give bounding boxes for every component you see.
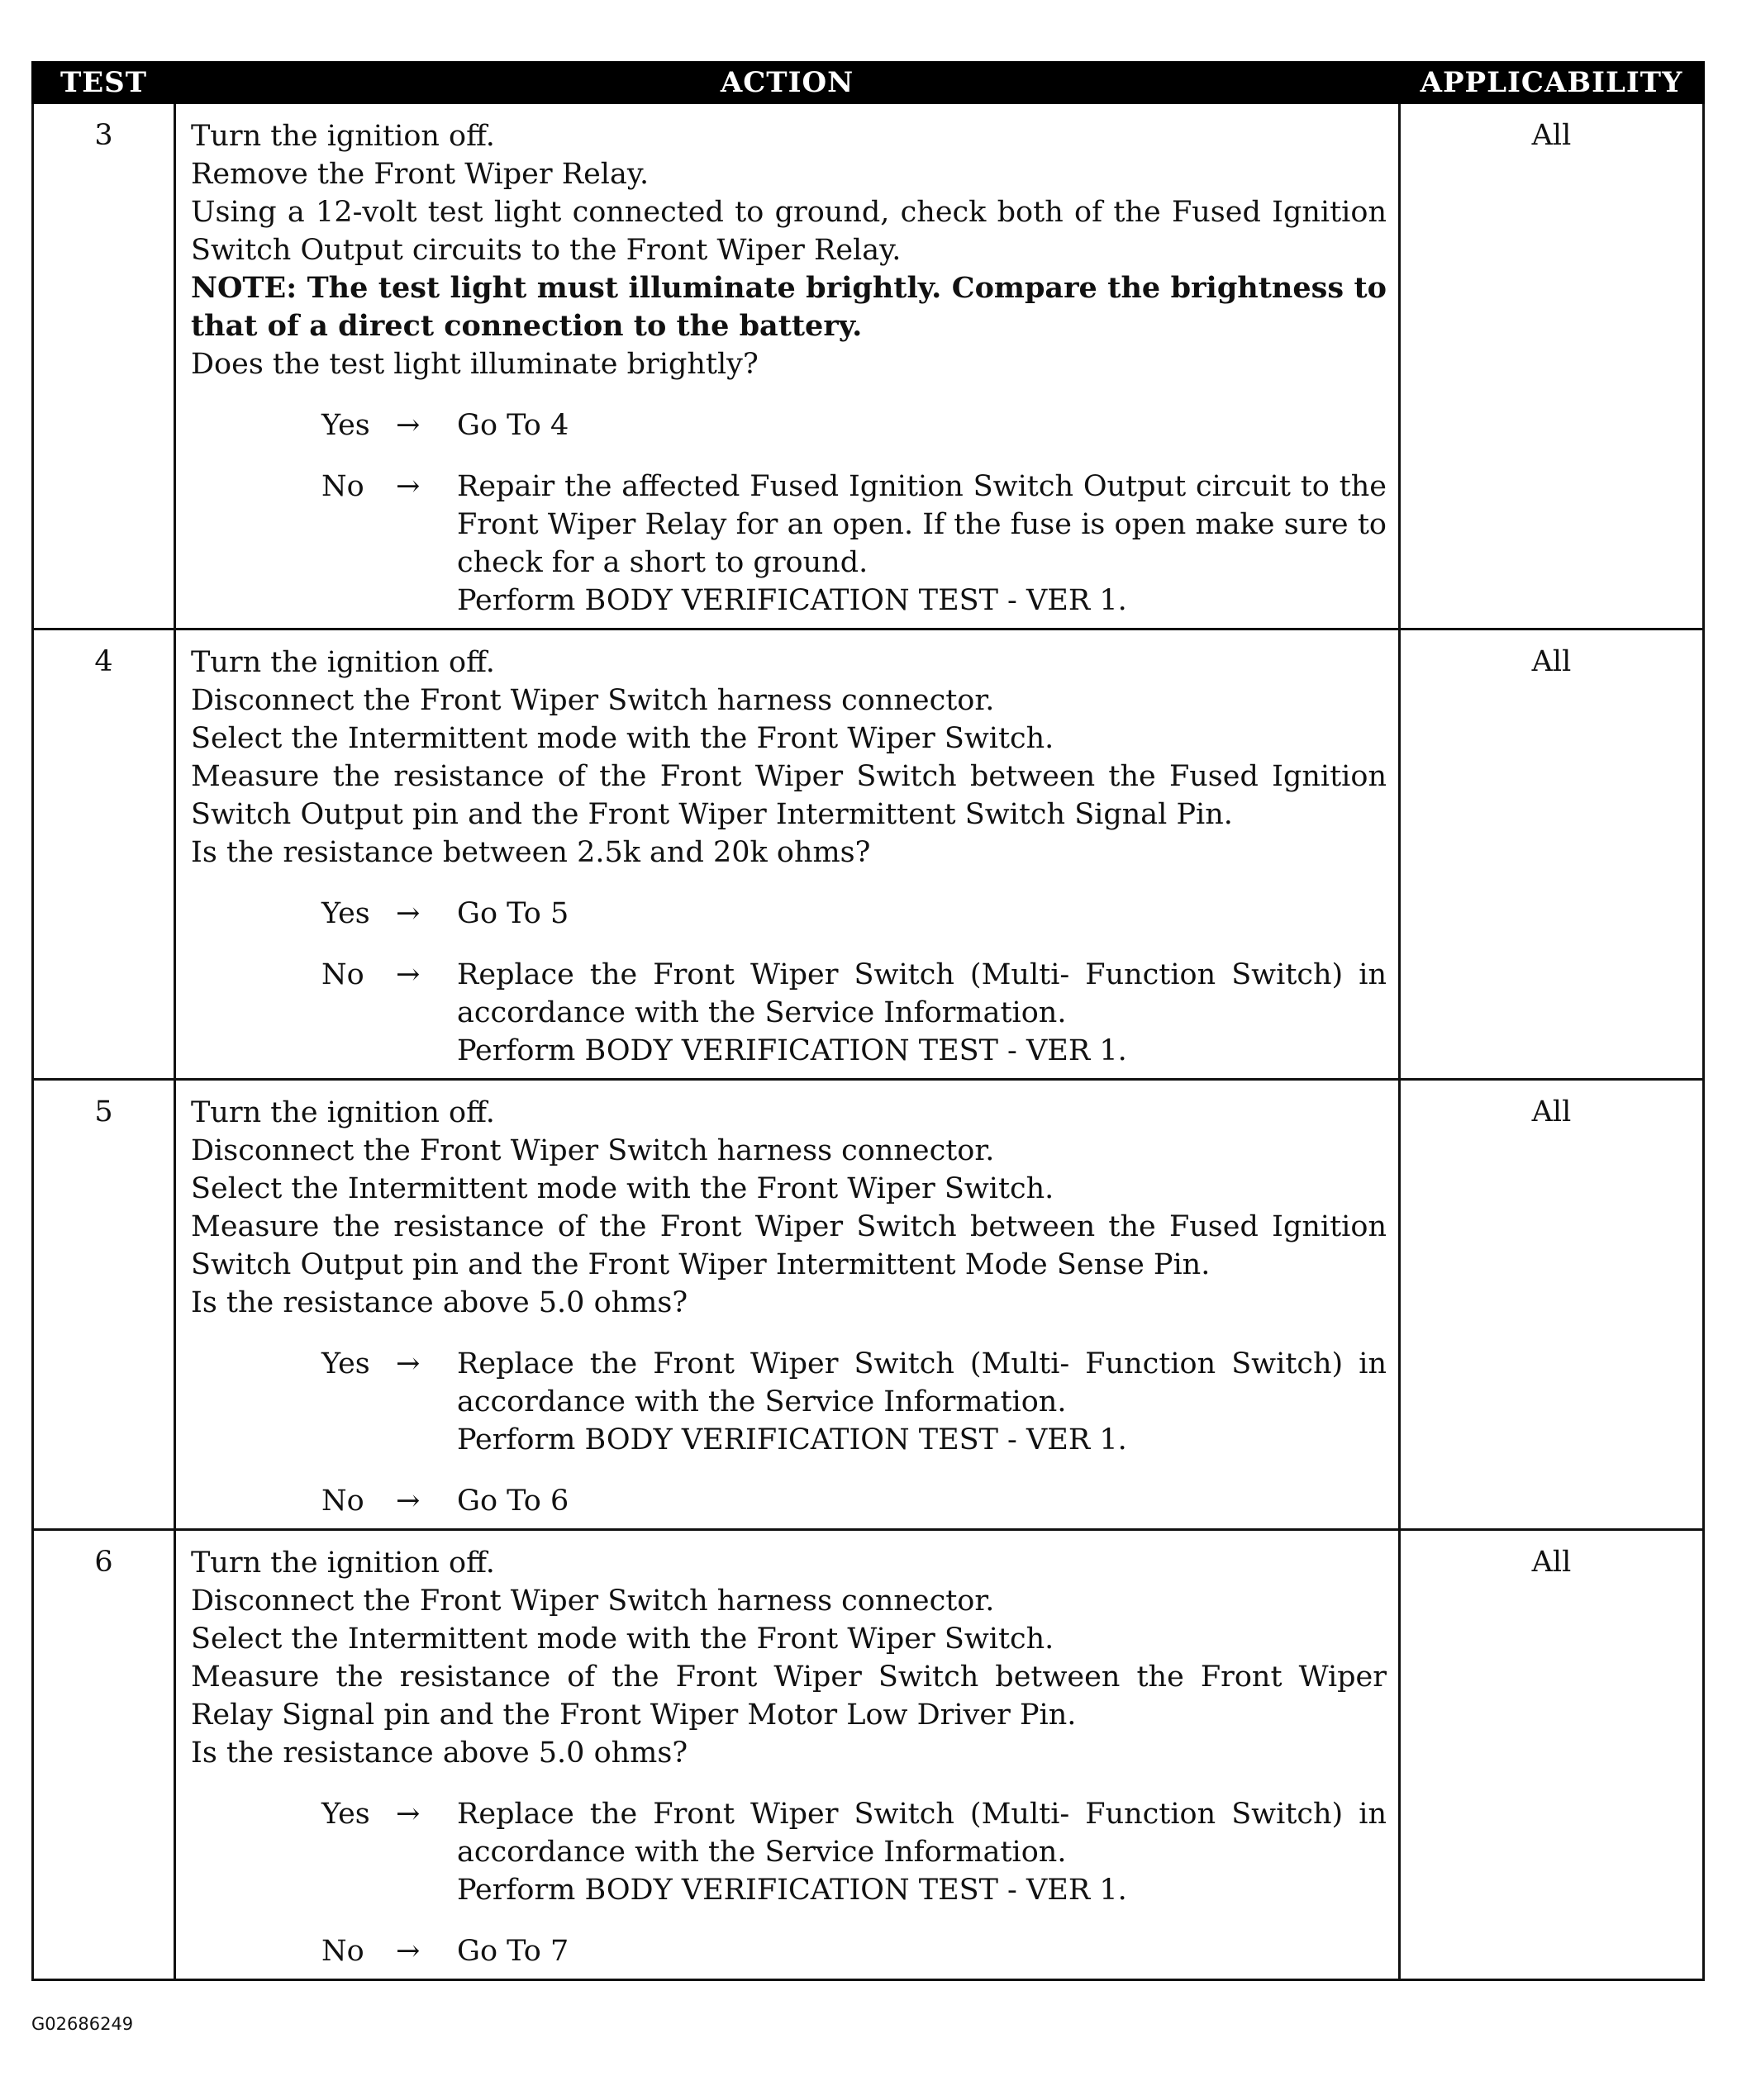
action-step: Turn the ignition off. xyxy=(191,1546,495,1580)
action-step: Turn the ignition off. xyxy=(191,120,495,153)
yes-response xyxy=(321,1345,1387,1459)
applicability-cell: All xyxy=(1400,103,1704,630)
right-arrow-icon: → xyxy=(396,897,421,930)
action-step: Remove the Front Wiper Relay. xyxy=(191,158,650,191)
no-verification-step: Perform BODY VERIFICATION TEST - VER 1. xyxy=(457,584,1127,617)
applicability-cell: All xyxy=(1400,1530,1704,1980)
test-number: 6 xyxy=(33,1530,175,1980)
right-arrow-icon: → xyxy=(396,1347,421,1380)
action-step: Select the Intermittent mode with the Front Wiper Switch. xyxy=(191,722,1054,755)
yes-result xyxy=(457,1345,1387,1459)
action-cell xyxy=(175,1530,1400,1980)
yes-result-text: Replace the Front Wiper Switch (Multi- Function Switch) in accordance with the Service Information. xyxy=(457,1798,1387,1869)
action-step: Disconnect the Front Wiper Switch harness connector. xyxy=(191,1134,995,1167)
yes-result xyxy=(457,406,1387,444)
action-step: Select the Intermittent mode with the Front Wiper Switch. xyxy=(191,1172,1054,1205)
yes-response xyxy=(321,1795,1387,1909)
action-step: Turn the ignition off. xyxy=(191,646,495,679)
header-applicability: APPLICABILITY xyxy=(1400,63,1704,103)
action-step: Using a 12-volt test light connected to ground, check both of the Fused Ignition Switch Output circuits to the Front Wiper Relay. xyxy=(191,196,1387,267)
right-arrow-icon: → xyxy=(396,1798,421,1831)
yes-result-text: Replace the Front Wiper Switch (Multi- Function Switch) in accordance with the Service Information. xyxy=(457,1347,1387,1418)
test-number: 5 xyxy=(33,1080,175,1530)
action-step: Measure the resistance of the Front Wiper Switch between the Front Wiper Relay Signal pin and the Front Wiper Motor Low Driver Pin. xyxy=(191,1661,1387,1732)
action-step: Turn the ignition off. xyxy=(191,1096,495,1129)
action-note: NOTE: The test light must illuminate brightly. Compare the brightness to that of a direct connection to the battery. xyxy=(191,271,1387,343)
action-cell xyxy=(175,630,1400,1080)
figure-code: G02686249 xyxy=(31,2014,134,2034)
yes-response xyxy=(321,406,1387,444)
no-response xyxy=(321,1932,1387,1970)
test-number: 4 xyxy=(33,630,175,1080)
yes-verification-step: Perform BODY VERIFICATION TEST - VER 1. xyxy=(457,1874,1127,1907)
test-row xyxy=(33,630,1704,1080)
applicability-cell: All xyxy=(1400,630,1704,1080)
no-result-text: Replace the Front Wiper Switch (Multi- Function Switch) in accordance with the Service Information. xyxy=(457,958,1387,1029)
right-arrow-icon: → xyxy=(396,409,421,442)
right-arrow-icon: → xyxy=(396,958,421,991)
no-result xyxy=(457,956,1387,1070)
no-label: No xyxy=(321,1485,364,1518)
action-step: Select the Intermittent mode with the Front Wiper Switch. xyxy=(191,1623,1054,1656)
right-arrow-icon: → xyxy=(396,470,421,503)
action-step: Measure the resistance of the Front Wiper Switch between the Fused Ignition Switch Output pin and the Front Wiper Intermittent Switch Signal Pin. xyxy=(191,760,1387,831)
header-action: ACTION xyxy=(175,63,1400,103)
yes-result-text: Go To 4 xyxy=(457,409,569,442)
yes-response xyxy=(321,895,1387,933)
test-row xyxy=(33,103,1704,630)
action-question: Does the test light illuminate brightly? xyxy=(191,348,759,381)
no-label: No xyxy=(321,470,364,503)
right-arrow-icon: → xyxy=(396,1935,421,1968)
no-response xyxy=(321,1482,1387,1520)
action-step: Measure the resistance of the Front Wiper Switch between the Fused Ignition Switch Output pin and the Front Wiper Intermittent Mode Sense Pin. xyxy=(191,1210,1387,1281)
applicability-cell: All xyxy=(1400,1080,1704,1530)
yes-label: Yes xyxy=(321,897,370,930)
diagnostic-test-table xyxy=(31,61,1705,1981)
yes-label: Yes xyxy=(321,1347,370,1380)
yes-result xyxy=(457,1795,1387,1909)
yes-label: Yes xyxy=(321,1798,370,1831)
header-test: TEST xyxy=(33,63,175,103)
action-cell xyxy=(175,103,1400,630)
no-result xyxy=(457,1482,1387,1520)
action-step: Disconnect the Front Wiper Switch harness connector. xyxy=(191,684,995,717)
no-result xyxy=(457,1932,1387,1970)
action-step: Disconnect the Front Wiper Switch harness connector. xyxy=(191,1585,995,1618)
no-response xyxy=(321,956,1387,1070)
no-label: No xyxy=(321,1935,364,1968)
no-result-text: Repair the affected Fused Ignition Switch Output circuit to the Front Wiper Relay for an open. If the fuse is open make sure to check for a short to ground. xyxy=(457,470,1387,579)
test-row xyxy=(33,1080,1704,1530)
yes-result-text: Go To 5 xyxy=(457,897,569,930)
yes-label: Yes xyxy=(321,409,370,442)
no-response xyxy=(321,468,1387,620)
no-label: No xyxy=(321,958,364,991)
right-arrow-icon: → xyxy=(396,1485,421,1518)
no-result xyxy=(457,468,1387,620)
action-question: Is the resistance between 2.5k and 20k ohms? xyxy=(191,836,871,869)
yes-result xyxy=(457,895,1387,933)
test-number: 3 xyxy=(33,103,175,630)
action-question: Is the resistance above 5.0 ohms? xyxy=(191,1286,688,1319)
action-question: Is the resistance above 5.0 ohms? xyxy=(191,1737,688,1770)
yes-verification-step: Perform BODY VERIFICATION TEST - VER 1. xyxy=(457,1423,1127,1456)
header-row xyxy=(33,63,1704,103)
test-row xyxy=(33,1530,1704,1980)
action-cell xyxy=(175,1080,1400,1530)
procedure-table-wrapper xyxy=(31,61,1702,1981)
no-verification-step: Perform BODY VERIFICATION TEST - VER 1. xyxy=(457,1034,1127,1067)
no-result-text: Go To 7 xyxy=(457,1935,569,1968)
no-result-text: Go To 6 xyxy=(457,1485,569,1518)
